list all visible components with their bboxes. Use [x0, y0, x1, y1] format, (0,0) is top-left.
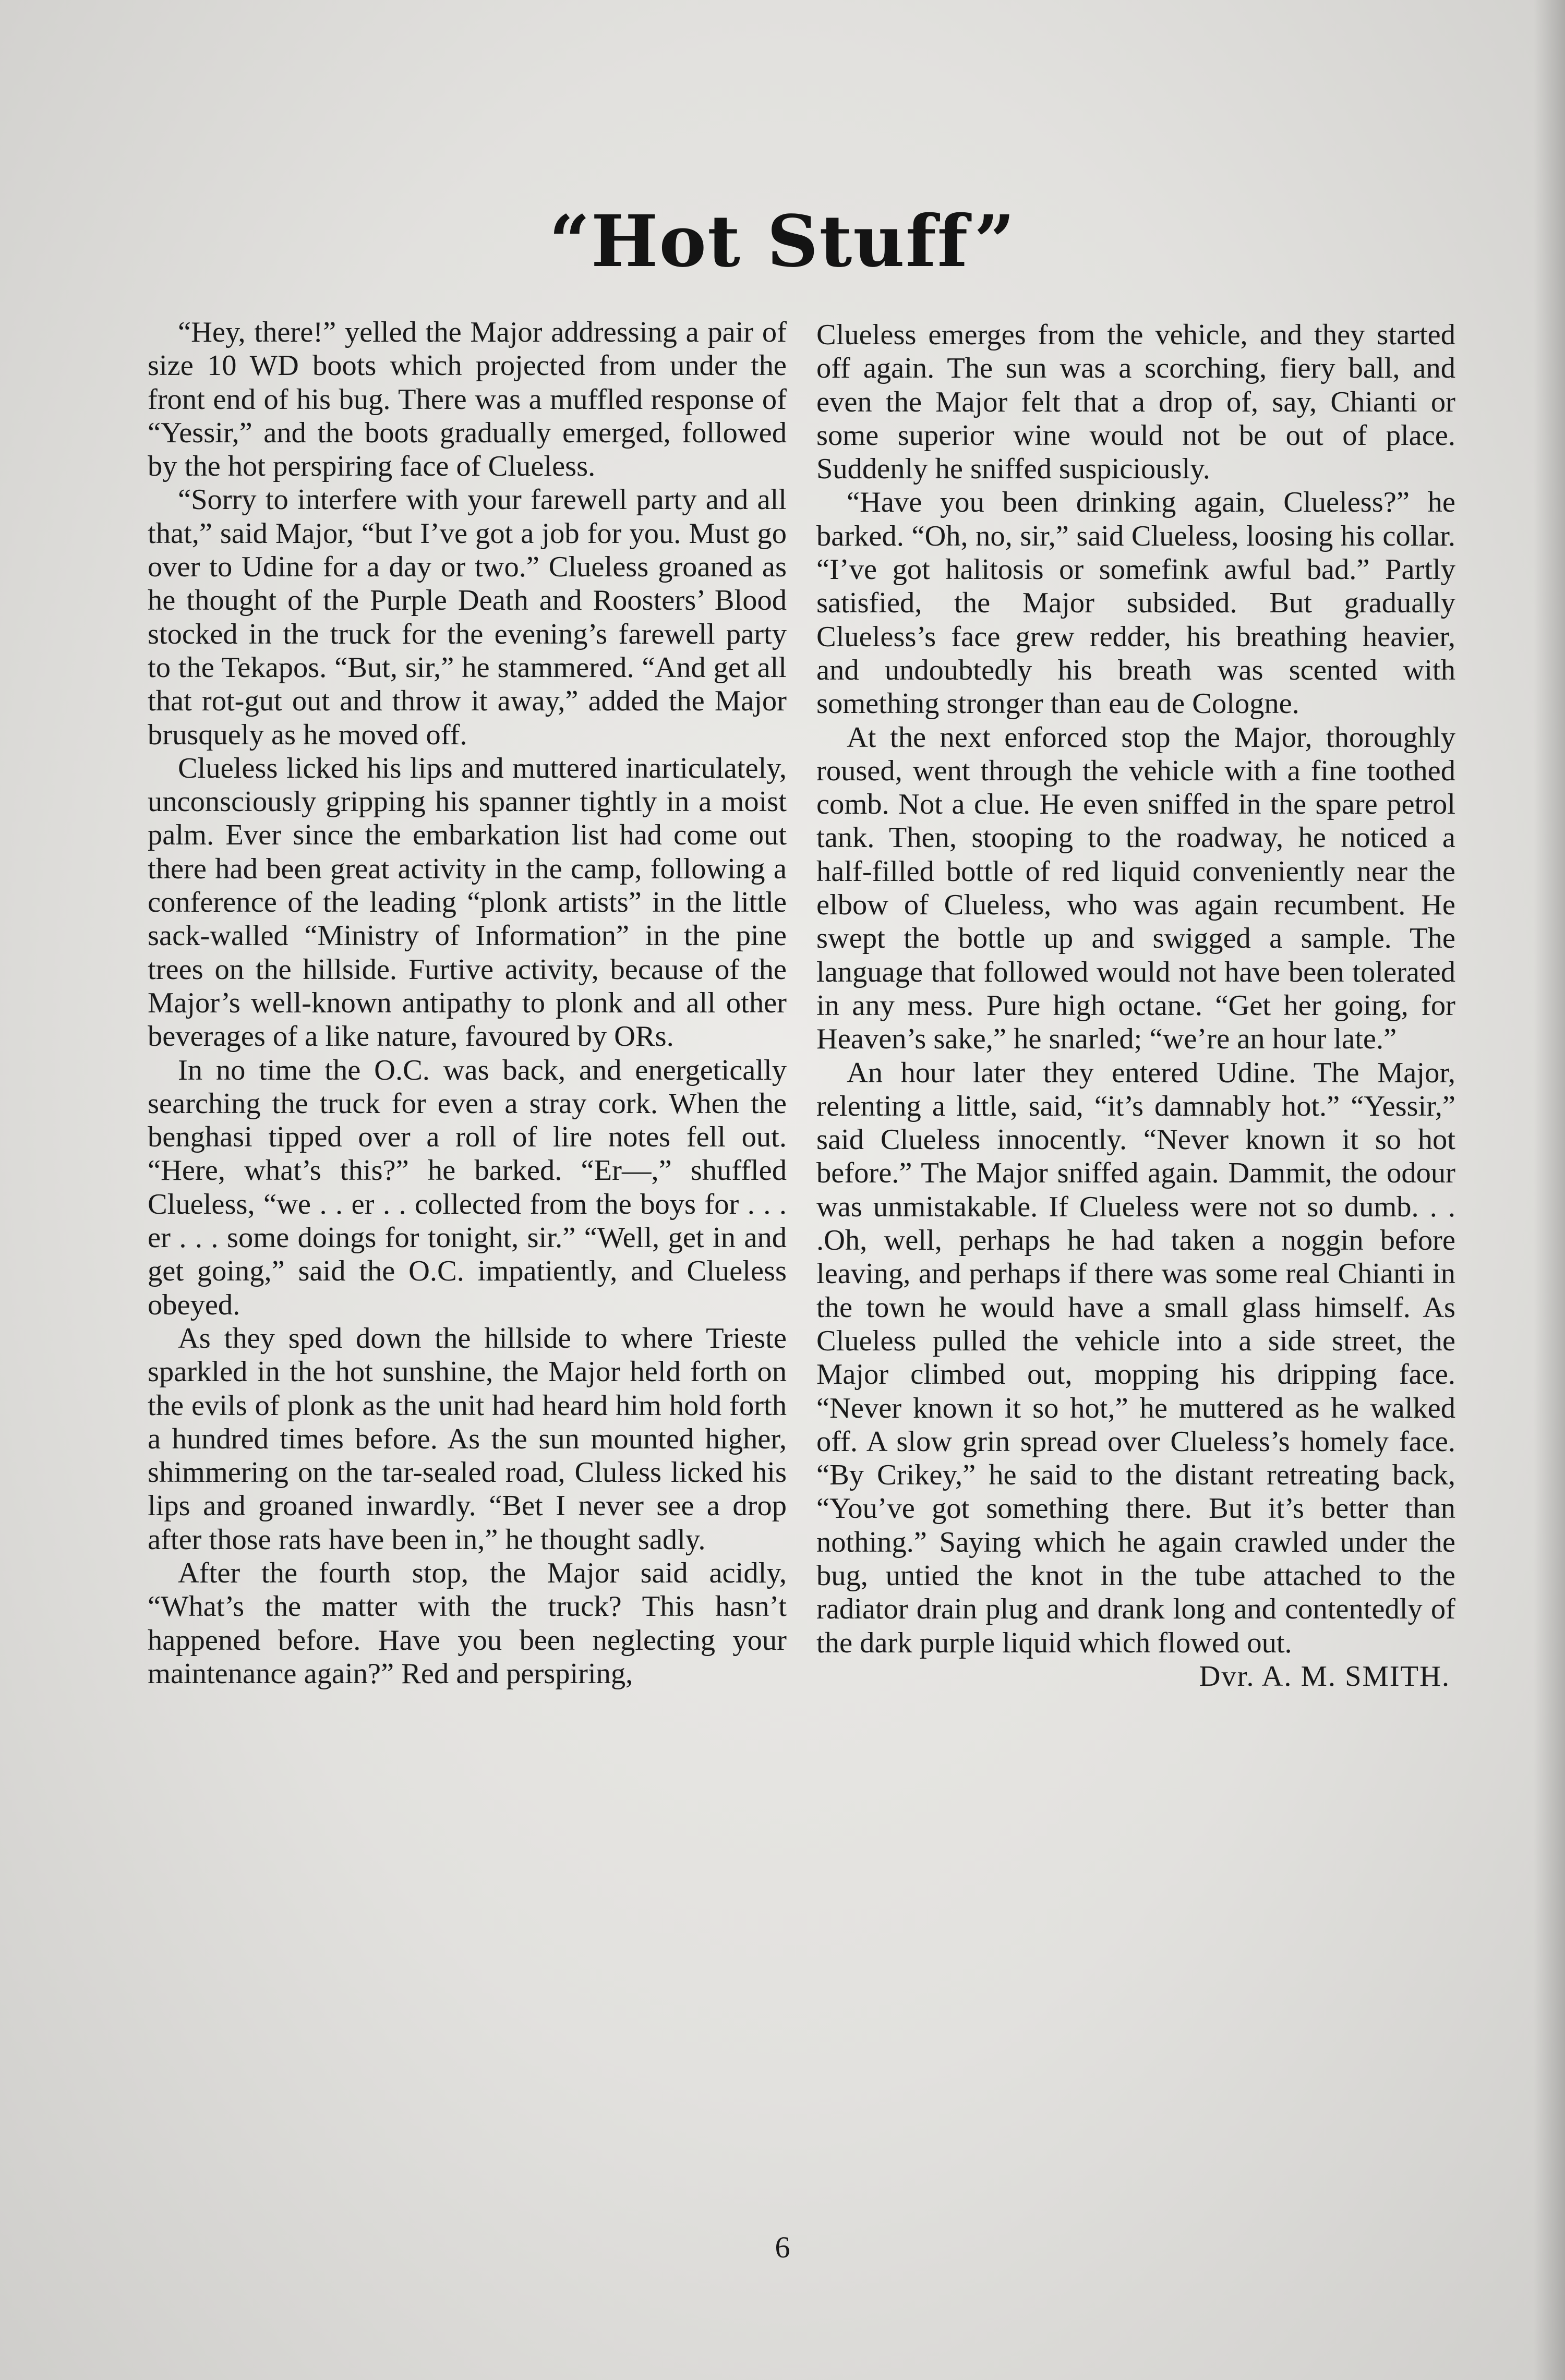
article-title: “Hot Stuff”	[549, 200, 1016, 283]
paragraph: As they sped down the hillside to where Trieste sparkled in the hot sunshine, the Major held forth on the evils of plonk as the unit had heard him hold forth a hundred times before. As the sun mounted higher, shimmering on the tar-sealed road, Cluless licked his lips and groaned inwardly. “Bet I never see a drop after those rats have been in,” he thought sadly.	[148, 1322, 787, 1556]
right-column	[816, 318, 1455, 1693]
paragraph: “Have you been drinking again, Clueless?” he barked. “Oh, no, sir,” said Clueless, loosing his collar. “I’ve got halitosis or somefink awful bad.” Partly satisfied, the Major subsided. But gradually Clueless’s face grew redder, his breathing heavier, and undoubtedly his breath was scented with something stronger than eau de Cologne.	[816, 486, 1455, 720]
paragraph: An hour later they entered Udine. The Major, relenting a little, said, “it’s damnably hot.” “Yessir,” said Clueless innocently. “Never known it so hot before.” The Major sniffed again. Dammit, the odour was unmistakable. If Clueless were not so dumb. . . .Oh, well, perhaps he had taken a noggin before leaving, and perhaps if there was some real Chianti in the town he would have a small glass himself. As Clueless pulled the vehicle into a side street, the Major climbed out, mopping his dripping face. “Never known it so hot,” he muttered as he walked off. A slow grin spread over Clueless’s homely face. “By Crikey,” he said to the distant retreating back, “You’ve got something there. But it’s better than nothing.” Saying which he again crawled under the bug, untied the knot in the tube attached to the radiator drain plug and drank long and contentedly of the dark purple liquid which flowed out.	[816, 1056, 1455, 1659]
left-column	[148, 316, 787, 1690]
page-edge-shadow	[1534, 0, 1565, 2380]
paragraph: “Sorry to interfere with your farewell party and all that,” said Major, “but I’ve got a job for you. Must go over to Udine for a day or two.” Clueless groaned as he thought of the Purple Death and Roosters’ Blood stocked in the truck for the evening’s farewell party to the Tekapos. “But, sir,” he stammered. “And get all that rot-gut out and throw it away,” added the Major brusquely as he moved off.	[148, 484, 787, 751]
author-signature: Dvr. A. M. SMITH.	[1199, 1660, 1450, 1693]
paragraph: In no time the O.C. was back, and energetically searching the truck for even a stray cork. When the benghasi tipped over a roll of lire notes fell out. “Here, what’s this?” he barked. “Er—,” shuffled Clueless, “we . . er . . collected from the boys for . . . er . . . some doings for tonight, sir.” “Well, get in and get going,” said the O.C. impatiently, and Clueless obeyed.	[148, 1054, 787, 1321]
paragraph: Clueless licked his lips and muttered inarticulately, unconsciously gripping his spanner tightly in a moist palm. Ever since the embarkation list had come out there had been great activity in the camp, following a conference of the leading “plonk artists” in the little sack-walled “Ministry of Information” in the pine trees on the hillside. Furtive activity, because of the Major’s well-known antipathy to plonk and all other beverages of a like nature, favoured by ORs.	[148, 752, 787, 1053]
paragraph: “Hey, there!” yelled the Major addressing a pair of size 10 WD boots which projected from under the front end of his bug. There was a muffled response of “Yessir,” and the boots gradually emerged, followed by the hot perspiring face of Clueless.	[148, 316, 787, 483]
page-number: 6	[775, 2230, 790, 2264]
paragraph: After the fourth stop, the Major said acidly, “What’s the matter with the truck? This hasn’t happened before. Have you been neglecting your maintenance again?” Red and perspiring,	[148, 1556, 787, 1690]
paragraph: At the next enforced stop the Major, thoroughly roused, went through the vehicle with a fine toothed comb. Not a clue. He even sniffed in the spare petrol tank. Then, stooping to the roadway, he noticed a half-filled bottle of red liquid conveniently near the elbow of Clueless, who was again recumbent. He swept the bottle up and swigged a sample. The language that followed would not have been tolerated in any mess. Pure high octane. “Get her going, for Heaven’s sake,” he snarled; “we’re an hour late.”	[816, 721, 1455, 1056]
paragraph: Clueless emerges from the vehicle, and they started off again. The sun was a scorching, fiery ball, and even the Major felt that a drop of, say, Chianti or some superior wine would not be out of place. Suddenly he sniffed suspiciously.	[816, 319, 1455, 486]
